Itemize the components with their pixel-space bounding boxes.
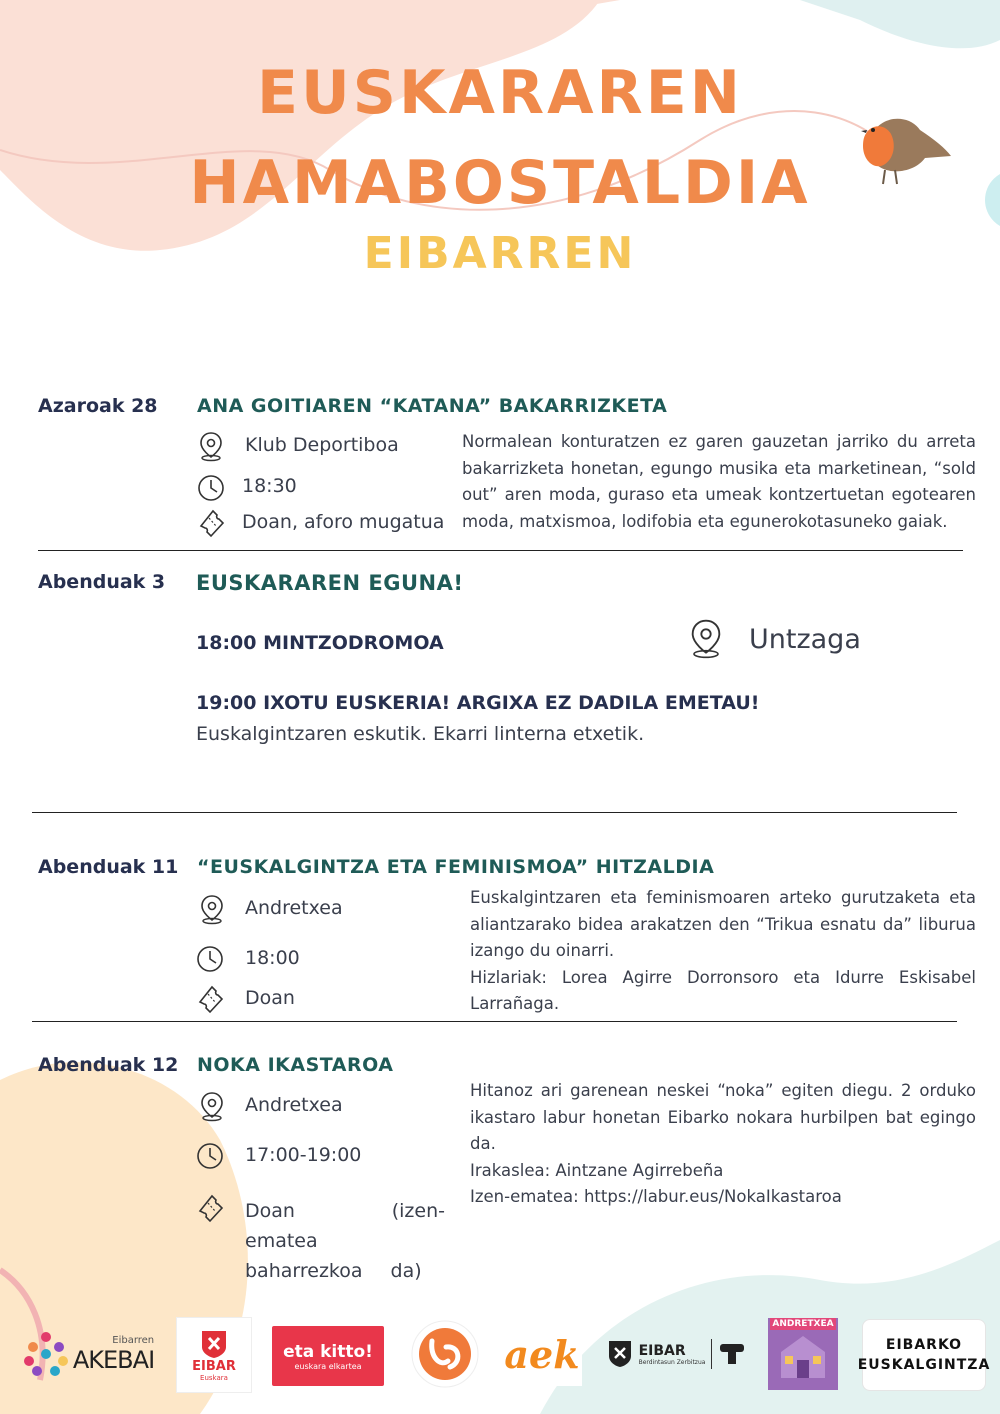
event-4-title: NOKA IKASTAROA bbox=[197, 1054, 394, 1076]
etakitto-name: eta kitto! bbox=[283, 1341, 373, 1362]
event-4-price: Doan (izen-ematea baharrezkoa da) bbox=[245, 1200, 445, 1282]
andretxea-name: ANDRETXEA bbox=[772, 1319, 834, 1329]
aek-logo bbox=[502, 1322, 582, 1386]
event-2-item-2: 19:00 IXOTU EUSKERIA! ARGIXA EZ DADILA EMETAU! bbox=[196, 692, 760, 714]
clock-icon bbox=[196, 472, 226, 504]
event-3-place: Andretxea bbox=[245, 897, 343, 919]
event-1-date: Azaroak 28 bbox=[38, 395, 158, 417]
uema-logo bbox=[408, 1317, 482, 1391]
event-4-teacher: Irakaslea: Aintzane Agirrebeña bbox=[470, 1160, 724, 1180]
etakitto-logo bbox=[272, 1326, 384, 1386]
clock-icon bbox=[195, 1140, 225, 1172]
eibar-shield-dark-icon bbox=[607, 1339, 633, 1369]
eibar-berdintasun-logo bbox=[604, 1320, 749, 1388]
event-4-description: Hitanoz ari garenean neskei “noka” egiten diegu. 2 orduko ikastaro labur honetan Eibarko nokara hurbilpen bat egingo da. bbox=[470, 1081, 976, 1153]
event-1-time: 18:30 bbox=[242, 475, 297, 497]
event-4-description-block bbox=[470, 1078, 976, 1211]
eibar-name: EIBAR bbox=[192, 1358, 236, 1374]
akebai-name: AKEBAI bbox=[72, 1345, 155, 1374]
andretxea-logo bbox=[768, 1318, 838, 1390]
akebai-top: Eibarren bbox=[112, 1334, 155, 1346]
event-4-date: Abenduak 12 bbox=[38, 1054, 179, 1076]
andretxea-house-icon bbox=[773, 1330, 833, 1380]
igualdad-icon bbox=[718, 1342, 746, 1366]
clock-icon bbox=[195, 943, 225, 975]
ticket-icon bbox=[196, 506, 226, 538]
event-2-date: Abenduak 3 bbox=[38, 571, 166, 593]
divider-2 bbox=[32, 812, 957, 813]
event-2-title: EUSKARAREN EGUNA! bbox=[196, 571, 464, 595]
location-pin-icon bbox=[686, 616, 726, 660]
event-3-date: Abenduak 11 bbox=[38, 856, 179, 878]
event-4-time: 17:00-19:00 bbox=[245, 1144, 362, 1166]
divider-1 bbox=[38, 550, 963, 551]
event-4-place: Andretxea bbox=[245, 1094, 343, 1116]
location-pin-icon bbox=[197, 893, 227, 925]
etakitto-sub: euskara elkartea bbox=[294, 1361, 362, 1371]
akebai-dots-icon bbox=[21, 1329, 71, 1379]
eibar-euskara-logo bbox=[176, 1317, 252, 1393]
ticket-icon bbox=[195, 982, 225, 1014]
location-pin-icon bbox=[196, 430, 226, 462]
title-line-1: EUSKARAREN bbox=[257, 58, 743, 128]
event-4-signup: Izen-ematea: https://labur.eus/NokaIkastaroa bbox=[470, 1187, 842, 1206]
eibar2-sub: Berdintasun Zerbitzua bbox=[638, 1358, 706, 1366]
eibar2-name: EIBAR bbox=[638, 1342, 686, 1359]
akebai-logo bbox=[15, 1320, 160, 1388]
event-3-title: “EUSKALGINTZA ETA FEMINISMOA” HITZALDIA bbox=[197, 856, 715, 878]
event-3-description-block bbox=[470, 885, 976, 1018]
title-line-2: HAMABOSTALDIA bbox=[189, 148, 811, 218]
event-1-price: Doan, aforo mugatua bbox=[242, 511, 445, 533]
eibar-shield-icon bbox=[199, 1329, 229, 1359]
event-3-time: 18:00 bbox=[245, 947, 300, 969]
event-1-place: Klub Deportiboa bbox=[245, 434, 399, 456]
location-pin-icon bbox=[197, 1090, 227, 1122]
eibar-sub: Euskara bbox=[200, 1373, 228, 1382]
event-1-title: ANA GOITIAREN “KATANA” BAKARRIZKETA bbox=[197, 395, 668, 417]
title-line-3: EIBARREN bbox=[363, 228, 637, 279]
event-2-place: Untzaga bbox=[749, 624, 861, 655]
event-1-description: Normalean konturatzen ez garen gauzetan jarriko du arreta bakarrizketa honetan, egungo musika eta marketinean, “sold out” aren moda, guraso eta umeak kontzertuetan egotearen moda, matxismoa, lodifobia eta egunerokotasuneko gaiak. bbox=[462, 432, 976, 531]
euskalgintza-line1: EIBARKO bbox=[885, 1337, 963, 1353]
event-3-description: Euskalgintzaren eta feminismoaren arteko gurutzaketa eta aliantzarako bidea arakatzen den “Trikua esnatu da” liburua izango du oinarri. bbox=[470, 888, 976, 960]
event-3-speakers: Hizlariak: Lorea Agirre Dorronsoro eta Idurre Eskisabel Larrañaga. bbox=[470, 967, 976, 1013]
euskalgintza-line2: EUSKALGINTZA bbox=[857, 1357, 991, 1373]
event-3-price: Doan bbox=[245, 987, 295, 1009]
divider-3 bbox=[32, 1021, 957, 1022]
aek-name: aek bbox=[504, 1331, 580, 1377]
ticket-icon bbox=[195, 1191, 225, 1223]
event-2-item-2-description: Euskalgintzaren eskutik. Ekarri linterna etxetik. bbox=[196, 723, 645, 745]
uema-circle-icon bbox=[410, 1319, 480, 1389]
eibarko-euskalgintza-logo bbox=[857, 1319, 991, 1391]
event-2-item-1: 18:00 MINTZODROMOA bbox=[196, 632, 444, 654]
